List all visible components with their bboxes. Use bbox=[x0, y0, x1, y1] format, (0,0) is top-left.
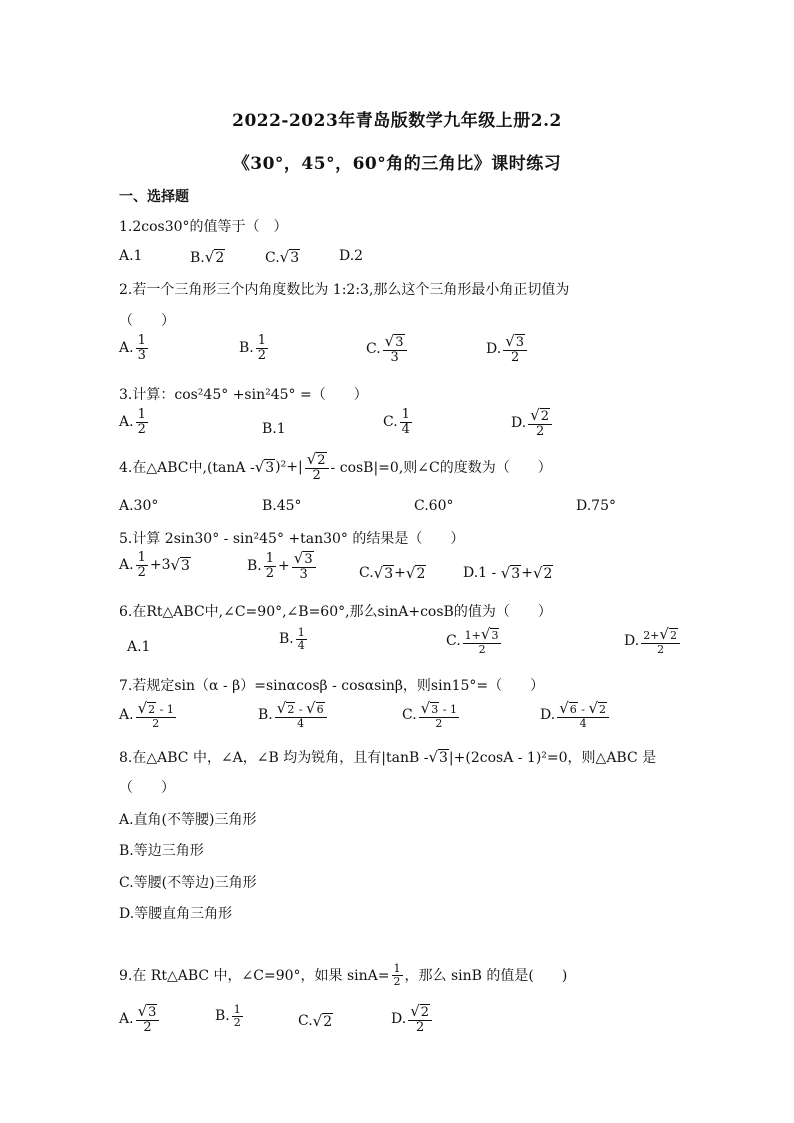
numerator: 1 bbox=[393, 962, 401, 975]
q5-option-c-label: C. bbox=[359, 565, 374, 581]
fraction bbox=[503, 334, 527, 364]
radicand: 2 bbox=[543, 566, 553, 582]
q9-option-a-label: A. bbox=[119, 1011, 134, 1028]
numerator: √3 bbox=[292, 551, 316, 568]
sqrt-symbol: √3 bbox=[170, 556, 190, 575]
denominator: 3 bbox=[137, 347, 146, 363]
numerator: √3 bbox=[383, 334, 407, 351]
q7-option-b-label: B. bbox=[258, 707, 273, 724]
question-6-stem: 6.在Rt△ABC中,∠C=90°,∠B=60°,那么sinA+cosB的值为（ ） bbox=[119, 604, 552, 620]
q4-option-a: A.30° bbox=[119, 498, 159, 514]
q2-option-a bbox=[119, 334, 150, 362]
question-1-stem: 1.2cos30°的值等于（ ） bbox=[119, 219, 288, 235]
denominator: 2 bbox=[265, 565, 275, 581]
radicand: 2 bbox=[148, 703, 156, 716]
plus-sign: + bbox=[521, 565, 533, 581]
q3-option-d bbox=[511, 408, 554, 438]
q9-stem-part-1: 9.在 Rt△ABC 中，∠C=90°，如果 sinA= bbox=[119, 968, 390, 985]
numerator: √3 bbox=[503, 334, 527, 351]
fraction bbox=[136, 334, 148, 362]
radicand: 3 bbox=[515, 335, 525, 350]
denominator: 2 bbox=[312, 467, 321, 483]
q4-stem-part-3: - cosB|=0,则∠C的度数为（ ） bbox=[330, 460, 552, 477]
denominator: 2 bbox=[137, 421, 146, 437]
q8-option-d: D.等腰直角三角形 bbox=[119, 906, 233, 922]
q9-stem-part-2: ，那么 sinB 的值是( ) bbox=[404, 968, 568, 985]
sqrt-symbol: √3 bbox=[279, 248, 300, 266]
plus-sign: + bbox=[278, 558, 290, 575]
numerator: 1 bbox=[137, 550, 146, 565]
q6-option-d bbox=[624, 627, 682, 655]
radicand: 2 bbox=[215, 250, 225, 266]
question-2-stem-cont: （ ） bbox=[119, 313, 175, 329]
q6-option-c-label: C. bbox=[446, 633, 461, 650]
numerator: 1 bbox=[297, 626, 305, 639]
minus-sign: - bbox=[298, 703, 303, 716]
q9-option-b bbox=[215, 1004, 245, 1028]
q5-option-a bbox=[119, 551, 191, 579]
numerator: 1 bbox=[401, 407, 410, 422]
plus-sign: + bbox=[394, 565, 406, 581]
q5-option-a-label: A. bbox=[119, 557, 134, 574]
radicand: 3 bbox=[181, 558, 190, 575]
sqrt-symbol: √2 bbox=[204, 248, 225, 266]
fraction bbox=[136, 1004, 160, 1034]
radicand: 3 bbox=[439, 750, 448, 766]
numerator: √2 bbox=[408, 1004, 432, 1021]
numerator: 1 bbox=[137, 333, 146, 348]
q1-option-b-label: B. bbox=[190, 250, 205, 266]
q9-option-c-label: C. bbox=[298, 1013, 313, 1029]
fraction bbox=[408, 1004, 432, 1034]
q6-option-d-label: D. bbox=[624, 633, 640, 650]
q7-option-c-label: C. bbox=[402, 707, 417, 724]
q9-option-d-label: D. bbox=[391, 1011, 407, 1028]
q8-stem-part-1: 8.在△ABC 中，∠A，∠B 均为锐角，且有|tanB - bbox=[119, 750, 429, 766]
q4-stem-part-2: )²+| bbox=[275, 459, 303, 476]
numerator: √6 - √2 bbox=[557, 701, 609, 718]
q2-option-d bbox=[486, 334, 529, 364]
q2-option-d-label: D. bbox=[486, 341, 502, 358]
radicand: 2 bbox=[287, 703, 295, 716]
radicand: 3 bbox=[148, 1005, 157, 1020]
section-heading: 一、选择题 bbox=[119, 189, 189, 205]
q6-option-b-label: B. bbox=[279, 631, 294, 648]
fraction bbox=[136, 551, 148, 579]
denominator: 2 bbox=[435, 716, 443, 730]
fraction bbox=[641, 627, 680, 655]
numerator: 1 bbox=[233, 1003, 241, 1016]
q5-option-a-term: +3 bbox=[149, 557, 171, 574]
denominator: 2 bbox=[535, 423, 545, 439]
sqrt-symbol: √3 bbox=[373, 564, 394, 582]
denominator: 2 bbox=[257, 347, 267, 363]
numerator-term: - 1 bbox=[442, 703, 457, 716]
sqrt-symbol: √3 bbox=[428, 748, 448, 766]
q6-option-a: A.1 bbox=[127, 639, 151, 655]
radicand: 3 bbox=[265, 460, 275, 477]
fraction bbox=[292, 551, 316, 581]
numerator: 1 bbox=[265, 551, 275, 567]
q3-option-a bbox=[119, 408, 150, 436]
question-9-stem bbox=[119, 963, 567, 987]
fraction bbox=[264, 552, 276, 580]
q5-option-b bbox=[247, 551, 318, 581]
q7-option-a-label: A. bbox=[119, 707, 134, 724]
sqrt-symbol: √2 bbox=[312, 1012, 333, 1030]
fraction bbox=[275, 701, 327, 729]
radicand: 3 bbox=[511, 566, 521, 582]
q3-option-a-label: A. bbox=[119, 414, 134, 431]
question-3-stem: 3.计算：cos²45° +sin²45° =（ ） bbox=[119, 387, 368, 403]
q7-option-a bbox=[119, 701, 178, 729]
q6-option-b bbox=[279, 627, 309, 651]
q9-option-d bbox=[391, 1004, 434, 1034]
radicand: 3 bbox=[304, 552, 313, 567]
fraction bbox=[136, 701, 176, 729]
q2-option-a-label: A. bbox=[119, 340, 134, 357]
numerator: √2 - 1 bbox=[137, 699, 174, 717]
denominator: 2 bbox=[510, 349, 520, 365]
question-8-stem-cont: （ ） bbox=[119, 780, 175, 796]
radicand: 3 bbox=[491, 629, 499, 642]
denominator: 2 bbox=[478, 642, 486, 656]
q2-option-c-label: C. bbox=[366, 341, 381, 358]
q5-option-d bbox=[463, 564, 553, 582]
radicand: 2 bbox=[317, 453, 326, 468]
numerator: √2 bbox=[305, 452, 329, 469]
denominator: 2 bbox=[233, 1015, 241, 1029]
q8-option-c: C.等腰(不等边)三角形 bbox=[119, 875, 257, 891]
radicand: 3 bbox=[431, 703, 439, 716]
numerator: √2 - √6 bbox=[275, 701, 327, 718]
denominator: 2 bbox=[415, 1019, 425, 1035]
q3-option-c-label: C. bbox=[383, 414, 398, 431]
denominator: 2 bbox=[143, 1019, 152, 1035]
q9-option-b-label: B. bbox=[215, 1008, 230, 1025]
question-7-stem: 7.若规定sin（α - β）=sinαcosβ - cosαsinβ，则sin15°=（ ） bbox=[119, 678, 545, 694]
numerator: √2 bbox=[528, 408, 552, 425]
sqrt-symbol: √3 bbox=[254, 458, 275, 477]
fraction bbox=[400, 408, 412, 436]
radicand: 2 bbox=[323, 1014, 333, 1030]
title-line-2: 《30°，45°，60°角的三角比》课时练习 bbox=[232, 154, 562, 174]
radicand: 6 bbox=[569, 703, 577, 716]
q4-option-b: B.45° bbox=[262, 498, 302, 514]
fraction bbox=[383, 334, 407, 364]
fraction bbox=[136, 408, 148, 436]
q3-option-b: B.1 bbox=[262, 421, 286, 437]
q5-option-b-label: B. bbox=[247, 558, 262, 575]
denominator: 4 bbox=[297, 716, 305, 730]
q7-option-d bbox=[540, 701, 611, 729]
fraction bbox=[463, 627, 502, 655]
question-5-stem: 5.计算 2sin30° - sin²45° +tan30° 的结果是（ ） bbox=[119, 531, 465, 547]
q1-option-d: D.2 bbox=[339, 248, 364, 264]
numerator: 1+√3 bbox=[463, 627, 502, 644]
radicand: 3 bbox=[384, 566, 394, 582]
q2-option-b-label: B. bbox=[239, 340, 254, 357]
fraction bbox=[557, 701, 609, 729]
question-4-stem bbox=[119, 452, 552, 482]
denominator: 4 bbox=[579, 716, 587, 730]
denominator: 2 bbox=[657, 642, 665, 656]
q1-option-c bbox=[265, 248, 300, 266]
q7-option-b bbox=[258, 701, 329, 729]
q3-option-c bbox=[383, 408, 414, 436]
title-line-1: 2022-2023年青岛版数学九年级上册2.2 bbox=[232, 111, 562, 131]
fraction bbox=[256, 334, 268, 362]
q9-option-a bbox=[119, 1004, 161, 1034]
denominator: 2 bbox=[137, 564, 146, 580]
q1-option-b bbox=[190, 248, 225, 266]
denominator: 2 bbox=[393, 974, 401, 988]
q4-option-c: C.60° bbox=[414, 498, 454, 514]
radicand: 2 bbox=[599, 703, 607, 716]
radicand: 3 bbox=[290, 250, 300, 266]
fraction bbox=[232, 1004, 243, 1028]
denominator: 4 bbox=[297, 638, 305, 652]
numerator: 2+√2 bbox=[641, 627, 680, 644]
q4-stem-part-1: 4.在△ABC中,(tanA - bbox=[119, 460, 255, 477]
q4-option-d: D.75° bbox=[576, 498, 616, 514]
numerator: 1 bbox=[137, 407, 146, 422]
radicand: 2 bbox=[420, 1005, 430, 1020]
q5-option-d-label: D.1 - bbox=[463, 565, 497, 581]
fraction bbox=[419, 701, 459, 729]
denominator: 3 bbox=[299, 566, 308, 582]
q2-option-c bbox=[366, 334, 409, 364]
q3-option-d-label: D. bbox=[511, 415, 527, 432]
sqrt-symbol: √2 bbox=[532, 564, 553, 582]
numerator: √3 bbox=[136, 1004, 160, 1021]
q7-option-d-label: D. bbox=[540, 707, 556, 724]
q9-option-c bbox=[298, 1012, 333, 1030]
fraction bbox=[392, 963, 403, 987]
sqrt-symbol: √2 bbox=[405, 564, 426, 582]
radicand: 2 bbox=[540, 409, 550, 424]
q6-option-c bbox=[446, 627, 503, 655]
numerator-term: - 1 bbox=[159, 703, 174, 716]
radicand: 2 bbox=[669, 629, 677, 642]
fraction bbox=[528, 408, 552, 438]
q8-option-b: B.等边三角形 bbox=[119, 843, 204, 859]
question-8-stem bbox=[119, 747, 656, 767]
q8-option-a: A.直角(不等腰)三角形 bbox=[119, 812, 257, 828]
denominator: 2 bbox=[152, 716, 160, 730]
radicand: 2 bbox=[416, 566, 426, 582]
q5-option-c bbox=[359, 564, 426, 582]
question-2-stem: 2.若一个三角形三个内角度数比为 1:2:3,那么这个三角形最小角正切值为 bbox=[119, 282, 570, 298]
q2-option-b bbox=[239, 334, 270, 362]
fraction bbox=[305, 452, 329, 482]
numerator-term: 1+ bbox=[464, 629, 481, 642]
minus-sign: - bbox=[581, 703, 585, 716]
q1-option-c-label: C. bbox=[265, 250, 280, 266]
q8-stem-part-2: |+(2cosA - 1)²=0，则△ABC 是 bbox=[448, 750, 657, 766]
numerator: 1 bbox=[257, 333, 267, 348]
numerator: √3 - 1 bbox=[420, 699, 457, 717]
fraction bbox=[296, 627, 307, 651]
q7-option-c bbox=[402, 701, 461, 729]
radicand: 3 bbox=[395, 335, 404, 350]
denominator: 3 bbox=[390, 349, 399, 365]
radicand: 6 bbox=[316, 703, 324, 716]
numerator-term: 2+ bbox=[643, 629, 660, 642]
sqrt-symbol: √3 bbox=[500, 564, 521, 582]
q1-option-a: A.1 bbox=[119, 248, 143, 264]
denominator: 4 bbox=[401, 421, 410, 437]
